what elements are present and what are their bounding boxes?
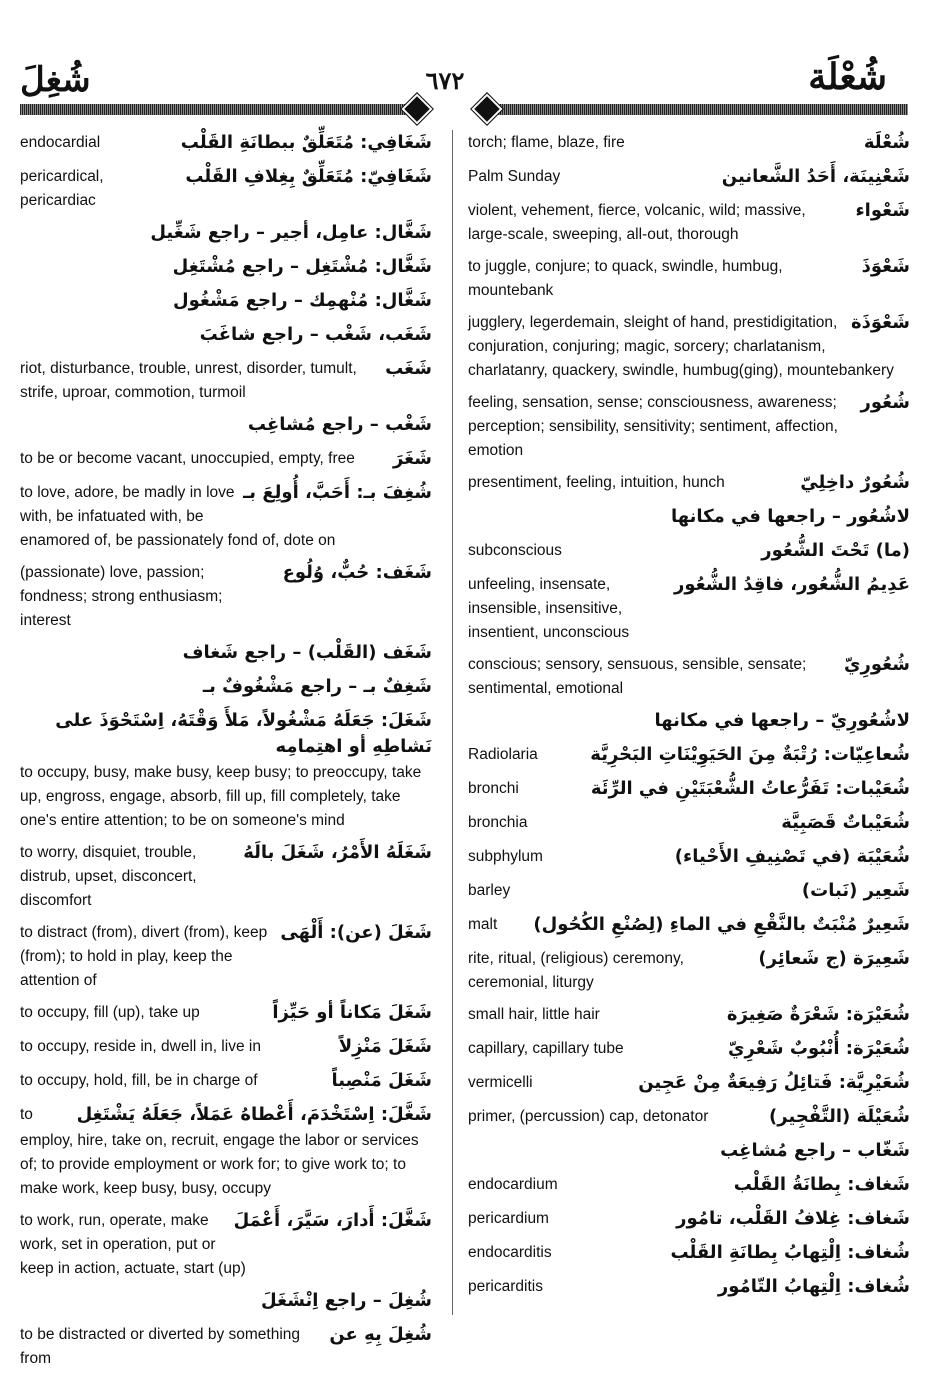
dictionary-entry (468, 538, 910, 564)
arabic-headword: شَغَّال: مُنْهمِك – راجع مَشْغُول (172, 290, 432, 311)
dictionary-entry (468, 776, 910, 802)
arabic-headword: شُغِفَ بـ: أَحَبَّ، أُولِعَ بـ (243, 482, 432, 503)
dictionary-entry (20, 164, 432, 212)
arabic-headword: شُعَيْبات: تَفَرُّعاتُ الشُّعْبَتَيْنِ في الرِّئَة (590, 778, 910, 799)
english-definition: endocardial (20, 134, 101, 151)
english-definition: vermicelli (468, 1074, 533, 1091)
dictionary-entry (468, 572, 910, 644)
english-definition: capillary, capillary tube (468, 1040, 624, 1057)
header-rule-right (478, 104, 908, 115)
page-number: ٦٧٢ (425, 66, 465, 95)
english-definition: subconscious (468, 542, 562, 559)
arabic-headword: شُعَيْرَة: شَعْرَةٌ صَغِيرَة (726, 1004, 910, 1025)
dictionary-entry (468, 198, 910, 246)
dictionary-entry (20, 1000, 432, 1026)
dictionary-entry (468, 1002, 910, 1028)
arabic-headword: شَغَلَ: جَعَلَهُ مَشْغُولاً، مَلأَ وَقْتَهُ، اِسْتَحْوَذَ على نَشاطِهِ أو اهتِمامِه (55, 710, 432, 757)
arabic-headword: شَغَّلَ: أَدارَ، سَيَّرَ، أَعْمَلَ (233, 1210, 432, 1231)
arabic-headword: شُعْلَة (863, 132, 910, 153)
english-definition: pericardium (468, 1210, 549, 1227)
arabic-headword: شُعَيْلَة (التَّفْجِير) (769, 1106, 910, 1127)
english-definition: jugglery, legerdemain, sleight of hand, prestidigitation, conjuration, conjuring; magic, sorcery; charlatanism, charlatanry, quackery, swindle, humbug(ging), mountebankery (468, 314, 894, 379)
english-definition: to be or become vacant, unoccupied, empty, free (20, 450, 355, 467)
dictionary-entry (468, 1070, 910, 1096)
arabic-headword: شَغاف: غِلافُ القَلْب، تامُور (676, 1208, 910, 1229)
page-header (0, 0, 925, 125)
dictionary-entry (20, 1288, 432, 1314)
arabic-headword: شُعُورِيّ (843, 654, 910, 675)
dictionary-entry (468, 1274, 910, 1300)
arabic-headword: شَغَّال: عامِل، أجير – راجع شَغِّيل (150, 222, 432, 243)
arabic-headword: شَغَلَ مَنْزِلاً (338, 1036, 432, 1057)
arabic-headword: شَغّاب – راجع مُشاغِب (720, 1140, 910, 1161)
english-definition: feeling, sensation, sense; consciousness, awareness; perception; sensibility, sensitivity; sentiment, affection, emotion (468, 394, 838, 459)
english-definition: endocardium (468, 1176, 558, 1193)
dictionary-entry (468, 390, 910, 462)
arabic-headword: شَغَلَهُ الأَمْرُ، شَغَلَ بالَهُ (243, 842, 432, 863)
dictionary-entry (468, 844, 910, 870)
english-definition: conscious; sensory, sensuous, sensible, sensate; sentimental, emotional (468, 656, 807, 697)
arabic-headword: شُغاف: اِلْتِهابُ بِطانَةِ القَلْب (670, 1242, 910, 1263)
dictionary-entry (468, 470, 910, 496)
english-definition: to juggle, conjure; to quack, swindle, humbug, mountebank (468, 258, 783, 299)
dictionary-entry (468, 708, 910, 734)
english-definition: subphylum (468, 848, 543, 865)
dictionary-entry (468, 254, 910, 302)
english-definition: Palm Sunday (468, 168, 561, 185)
arabic-headword: لاشُعُور – راجعها في مكانها (670, 506, 910, 527)
arabic-headword: شُعَيْرَة: أُنْبُوبٌ شَعْرِيّ (728, 1038, 910, 1059)
arabic-headword: (ما) تَحْتَ الشُّعُور (761, 540, 910, 561)
english-definition: violent, vehement, fierce, volcanic, wild; massive, large-scale, sweeping, all-out, thorough (468, 202, 806, 243)
dictionary-entry (468, 130, 910, 156)
arabic-headword: شُعُور (860, 392, 910, 413)
arabic-headword: شَغَب (385, 358, 432, 379)
english-definition: (passionate) love, passion; fondness; strong enthusiasm; interest (20, 564, 223, 629)
dictionary-entry (468, 1172, 910, 1198)
dictionary-entry (20, 640, 432, 666)
dictionary-entry (468, 1240, 910, 1266)
dictionary-entry (20, 840, 432, 912)
english-definition: to occupy, fill (up), take up (20, 1004, 200, 1021)
arabic-headword: شُغاف: اِلْتِهابُ التّامُور (717, 1276, 910, 1297)
arabic-headword: شَغِفٌ بـ – راجع مَشْغُوفٌ بـ (202, 676, 432, 697)
dictionary-entry (468, 810, 910, 836)
arabic-headword: لاشُعُورِيّ – راجعها في مكانها (654, 710, 910, 731)
dictionary-entry (468, 946, 910, 994)
arabic-headword: شَغْب – راجع مُشاغِب (247, 414, 432, 435)
dictionary-entry (468, 1036, 910, 1062)
english-definition: torch; flame, blaze, fire (468, 134, 625, 151)
dictionary-entry (20, 412, 432, 438)
dictionary-entry (20, 356, 432, 404)
arabic-headword: شُعَيْباتٌ قَصَبِيَّة (781, 812, 910, 833)
arabic-headword: شَغَلَ مَنْصِباً (331, 1070, 432, 1091)
english-definition: small hair, little hair (468, 1006, 600, 1023)
left-column (20, 130, 432, 1378)
arabic-headword: شَغَلَ (عن): أَلْهَى (280, 922, 432, 943)
english-definition: pericardical, pericardiac (20, 168, 104, 209)
dictionary-entry (20, 920, 432, 992)
arabic-headword: شَغَافِيّ: مُتَعَلِّقٌ بِغِلافِ القَلْب (185, 166, 432, 187)
arabic-headword: شَغَرَ (392, 448, 432, 469)
dictionary-entry (468, 1138, 910, 1164)
dictionary-entry (468, 878, 910, 904)
arabic-headword: شَعْنِينَة، أَحَدُ الشَّعانين (721, 166, 910, 187)
arabic-headword: شَعِير (نَبات) (801, 880, 910, 901)
arabic-headword: شَغَف (القَلْب) – راجع شَغاف (182, 642, 432, 663)
english-definition: pericarditis (468, 1278, 543, 1295)
dictionary-entry (20, 1102, 432, 1200)
arabic-headword: شَغَّلَ: اِسْتَخْدَمَ، أَعْطاهُ عَمَلاً، جَعَلَهُ يَشْتَغِل (76, 1104, 432, 1125)
dictionary-entry (20, 288, 432, 314)
english-definition: malt (468, 916, 498, 933)
arabic-headword: شَغَلَ مَكاناً أو حَيِّزاً (272, 1002, 432, 1023)
english-definition: to distract (from), divert (from), keep (from); to hold in play, keep the attention of (20, 924, 268, 989)
dictionary-entry (20, 220, 432, 246)
arabic-headword: شَغَّال: مُشْتَغِل – راجع مُشْتَغِل (172, 256, 432, 277)
arabic-headword: شُعَيْبَة (في تَصْنِيفِ الأَحْياء) (674, 846, 910, 867)
arabic-headword: شَعِيرَة (ج شَعائِر) (758, 948, 910, 969)
arabic-headword: عَدِيمُ الشُّعُور، فاقِدُ الشُّعُور (673, 574, 910, 595)
arabic-headword: شَعْوَذَ (861, 256, 910, 277)
english-definition: to occupy, busy, make busy, keep busy; to preoccupy, take up, engross, engage, absorb, fill up, fill completely, take one's entire attention; to be on someone's mind (20, 764, 422, 829)
arabic-headword: شَغَف: حُبٌّ، وُلُوع (282, 562, 432, 583)
dictionary-entry (468, 912, 910, 938)
right-column (468, 130, 910, 1308)
english-definition: to love, adore, be madly in love with, be infatuated with, be enamored of, be passionately fond of, dote on (20, 484, 336, 549)
english-definition: bronchi (468, 780, 519, 797)
arabic-headword: شَغاف: بِطانَةُ القَلْب (733, 1174, 910, 1195)
arabic-headword: شُغِلَ – راجع اِنْشَغَلَ (261, 1290, 432, 1311)
english-definition: rite, ritual, (religious) ceremony, ceremonial, liturgy (468, 950, 684, 991)
dictionary-entry (20, 708, 432, 832)
arabic-headword: شُعاعِيّات: رُتْبَةٌ مِنَ الحَيَوِيْنَاتِ البَحْرِيَّة (590, 744, 910, 765)
dictionary-entry (20, 254, 432, 280)
dictionary-entry (20, 674, 432, 700)
dictionary-entry (20, 560, 432, 632)
column-divider (452, 130, 453, 1315)
arabic-headword: شَغَب، شَغْب – راجع شاغَبَ (199, 324, 432, 345)
dictionary-entry (20, 446, 432, 472)
arabic-headword: شُغِلَ بِهِ عن (329, 1324, 432, 1345)
english-definition: barley (468, 882, 511, 899)
english-definition: bronchia (468, 814, 528, 831)
arabic-headword: شُعُورٌ داخِلِيّ (800, 472, 910, 493)
english-definition: presentiment, feeling, intuition, hunch (468, 474, 725, 491)
dictionary-entry (20, 1208, 432, 1280)
arabic-headword: شُعَيْرِيَّة: فَتائِلُ رَفِيعَةٌ مِنْ عَجِين (638, 1072, 910, 1093)
english-definition: riot, disturbance, trouble, unrest, disorder, tumult, strife, uproar, commotion, turmoil (20, 360, 357, 401)
dictionary-entry (468, 742, 910, 768)
dictionary-entry (20, 1068, 432, 1094)
english-definition: to occupy, hold, fill, be in charge of (20, 1072, 258, 1089)
dictionary-entry (468, 310, 910, 382)
dictionary-entry (468, 1206, 910, 1232)
dictionary-entry (468, 1104, 910, 1130)
header-rule-left (20, 104, 420, 115)
left-guide-word: شُغِلَ (20, 60, 91, 100)
arabic-headword: شَغَافِي: مُتَعَلِّقٌ ببطانَةِ القَلْب (180, 132, 432, 153)
dictionary-entry (20, 480, 432, 552)
dictionary-entry (20, 130, 432, 156)
dictionary-entry (20, 1322, 432, 1370)
dictionary-entry (468, 504, 910, 530)
english-definition: to worry, disquiet, trouble, distrub, upset, disconcert, discomfort (20, 844, 197, 909)
arabic-headword: شَعْوَذَة (850, 312, 910, 333)
diamond-ornament-icon (471, 93, 502, 124)
arabic-headword: شَعِيرٌ مُنْبَتٌ بالنَّقْعِ في الماءِ (لِصُنْعِ الكُحُول) (533, 914, 910, 935)
dictionary-entry (468, 164, 910, 190)
dictionary-entry (468, 652, 910, 700)
english-definition: to employ, hire, take on, recruit, engage the labor or services of; to provide employment or work for; to give work to; to make work, keep busy, busy, occupy (20, 1106, 419, 1197)
arabic-headword: شَعْواء (855, 200, 910, 221)
english-definition: Radiolaria (468, 746, 538, 763)
english-definition: unfeeling, insensate, insensible, insensitive, insentient, unconscious (468, 576, 630, 641)
english-definition: to work, run, operate, make work, set in operation, put or keep in action, actuate, start (up) (20, 1212, 246, 1277)
dictionary-entry (20, 1034, 432, 1060)
english-definition: endocarditis (468, 1244, 552, 1261)
right-guide-word: شُعْلَة (808, 56, 887, 98)
dictionary-entry (20, 322, 432, 348)
english-definition: to occupy, reside in, dwell in, live in (20, 1038, 261, 1055)
english-definition: primer, (percussion) cap, detonator (468, 1108, 709, 1125)
diamond-ornament-icon (401, 93, 432, 124)
english-definition: to be distracted or diverted by something from (20, 1326, 301, 1367)
